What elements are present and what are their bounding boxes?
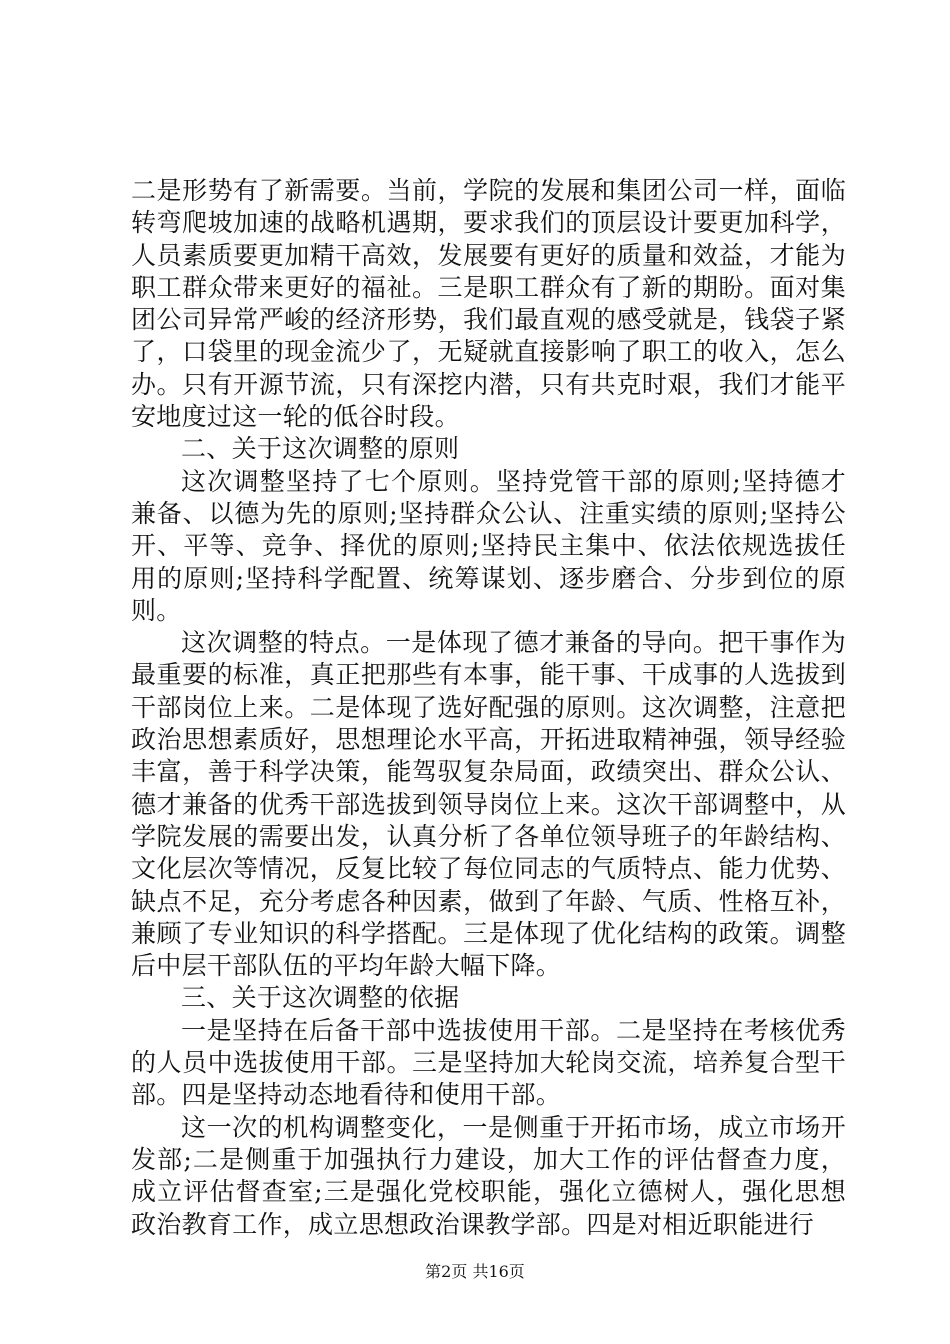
document-body — [131, 175, 846, 1241]
section-heading-basis: 三、关于这次调整的依据 — [181, 983, 460, 1013]
paragraph-institution-changes: 这一次的机构调整变化，一是侧重于开拓市场，成立市场开发部;二是侧重于加强执行力建设，加大工作的评估督查力度，成立评估督查室;三是强化党校职能，强化立德树人，强化思想政治教育工作，成立思想政治课教学部。四是对相近职能进行 — [131, 1112, 846, 1239]
paragraph-seven-principles: 这次调整坚持了七个原则。坚持党管干部的原则;坚持德才兼备、以德为先的原则;坚持群众公认、注重实绩的原则;坚持公开、平等、竞争、择优的原则;坚持民主集中、依法依规选拔任用的原则;坚持科学配置、统筹谋划、逐步磨合、分步到位的原则。 — [131, 466, 846, 625]
paragraph-selection-basis: 一是坚持在后备干部中选拔使用干部。二是坚持在考核优秀的人员中选拔使用干部。三是坚持加大轮岗交流，培养复合型干部。四是坚持动态地看待和使用干部。 — [131, 1015, 846, 1110]
paragraph-adjustment-features: 这次调整的特点。一是体现了德才兼备的导向。把干事作为最重要的标准，真正把那些有本事，能干事、干成事的人选拔到干部岗位上来。二是体现了选好配强的原则。这次调整，注意把政治思想素质好，思想理论水平高，开拓进取精神强，领导经验丰富，善于科学决策，能驾驭复杂局面，政绩突出、群众公认、德才兼备的优秀干部选拔到领导岗位上来。这次干部调整中，从学院发展的需要出发，认真分析了各单位领导班子的年龄结构、文化层次等情况，反复比较了每位同志的气质特点、能力优势、缺点不足，充分考虑各种因素，做到了年龄、气质、性格互补，兼顾了专业知识的科学搭配。三是体现了优化结构的政策。调整后中层干部队伍的平均年龄大幅下降。 — [131, 628, 846, 981]
page-number-footer: 第2页 共16页 — [425, 1262, 525, 1281]
section-heading-principles: 二、关于这次调整的原则 — [181, 434, 460, 464]
paragraph-situation-needs: 二是形势有了新需要。当前，学院的发展和集团公司一样，面临转弯爬坡加速的战略机遇期，要求我们的顶层设计要更加科学，人员素质要更加精干高效，发展要有更好的质量和效益，才能为职工群众带来更好的福祉。三是职工群众有了新的期盼。面对集团公司异常严峻的经济形势，我们最直观的感受就是，钱袋子紧了，口袋里的现金流少了，无疑就直接影响了职工的收入，怎么办。只有开源节流，只有深挖内潜，只有共克时艰，我们才能平安地度过这一轮的低谷时段。 — [131, 176, 846, 432]
